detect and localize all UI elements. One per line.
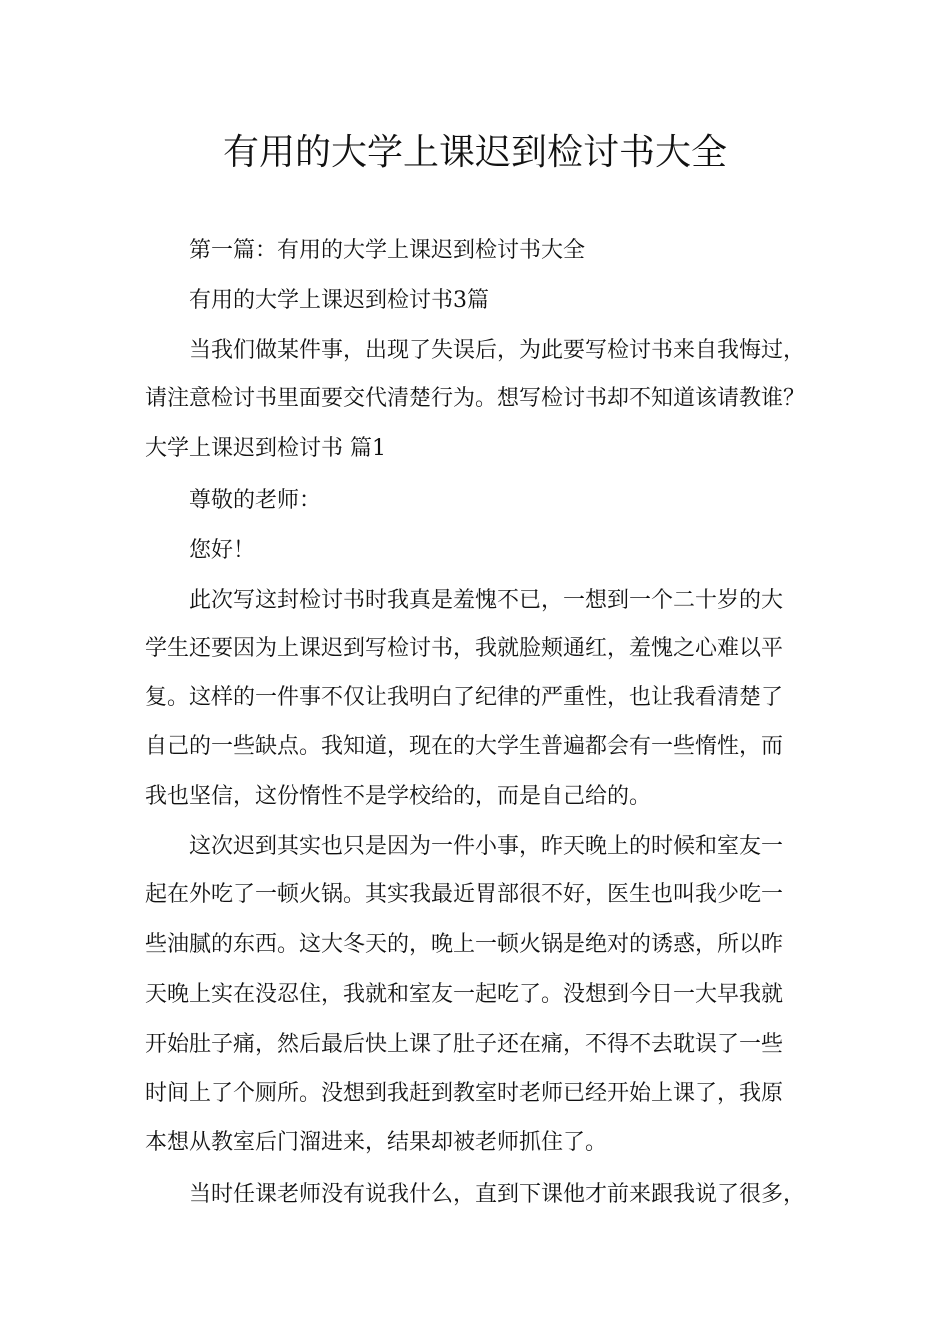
paragraph-line: 当时任课老师没有说我什么，直到下课他才前来跟我说了很多， [189, 1182, 806, 1207]
paragraph-line: 时间上了个厕所。没想到我赶到教室时老师已经开始上课了，我原 [145, 1081, 784, 1106]
paragraph-line: 天晚上实在没忍住，我就和室友一起吃了。没想到今日一大早我就 [145, 982, 784, 1007]
paragraph-line: 当我们做某件事，出现了失误后，为此要写检讨书来自我悔过， [189, 338, 806, 363]
paragraph-line: 我也坚信，这份惰性不是学校给的，而是自己给的。 [145, 784, 652, 809]
paragraph-line: 此次写这封检讨书时我真是羞愧不已，一想到一个二十岁的大 [189, 588, 784, 613]
paragraph-line: 开始肚子痛，然后最后快上课了肚子还在痛，不得不去耽误了一些 [145, 1032, 784, 1057]
paragraph-line: 起在外吃了一顿火锅。其实我最近胃部很不好，医生也叫我少吃一 [145, 882, 784, 907]
paragraph-line: 学生还要因为上课迟到写检讨书，我就脸颊通红，羞愧之心难以平 [145, 636, 784, 661]
paragraph-line: 本想从教室后门溜进来，结果却被老师抓住了。 [145, 1130, 608, 1155]
paragraph-line: 您好！ [189, 538, 256, 563]
paragraph-line: 些油腻的东西。这大冬天的，晚上一顿火锅是绝对的诱惑，所以昨 [145, 932, 784, 957]
paragraph-line: 自己的一些缺点。我知道，现在的大学生普遍都会有一些惰性，而 [145, 734, 784, 759]
paragraph-line: 第一篇：有用的大学上课迟到检讨书大全 [189, 238, 586, 263]
paragraph-line: 请注意检讨书里面要交代清楚行为。想写检讨书却不知道该请教谁？ [145, 386, 806, 411]
paragraph-line: 复。这样的一件事不仅让我明白了纪律的严重性，也让我看清楚了 [145, 685, 784, 710]
paragraph-line: 有用的大学上课迟到检讨书3篇 [189, 288, 489, 313]
paragraph-line: 大学上课迟到检讨书 篇1 [145, 436, 386, 461]
paragraph-line: 这次迟到其实也只是因为一件小事，昨天晚上的时候和室友一 [189, 834, 784, 859]
document-title: 有用的大学上课迟到检讨书大全 [222, 132, 727, 173]
paragraph-line: 尊敬的老师： [189, 488, 322, 513]
